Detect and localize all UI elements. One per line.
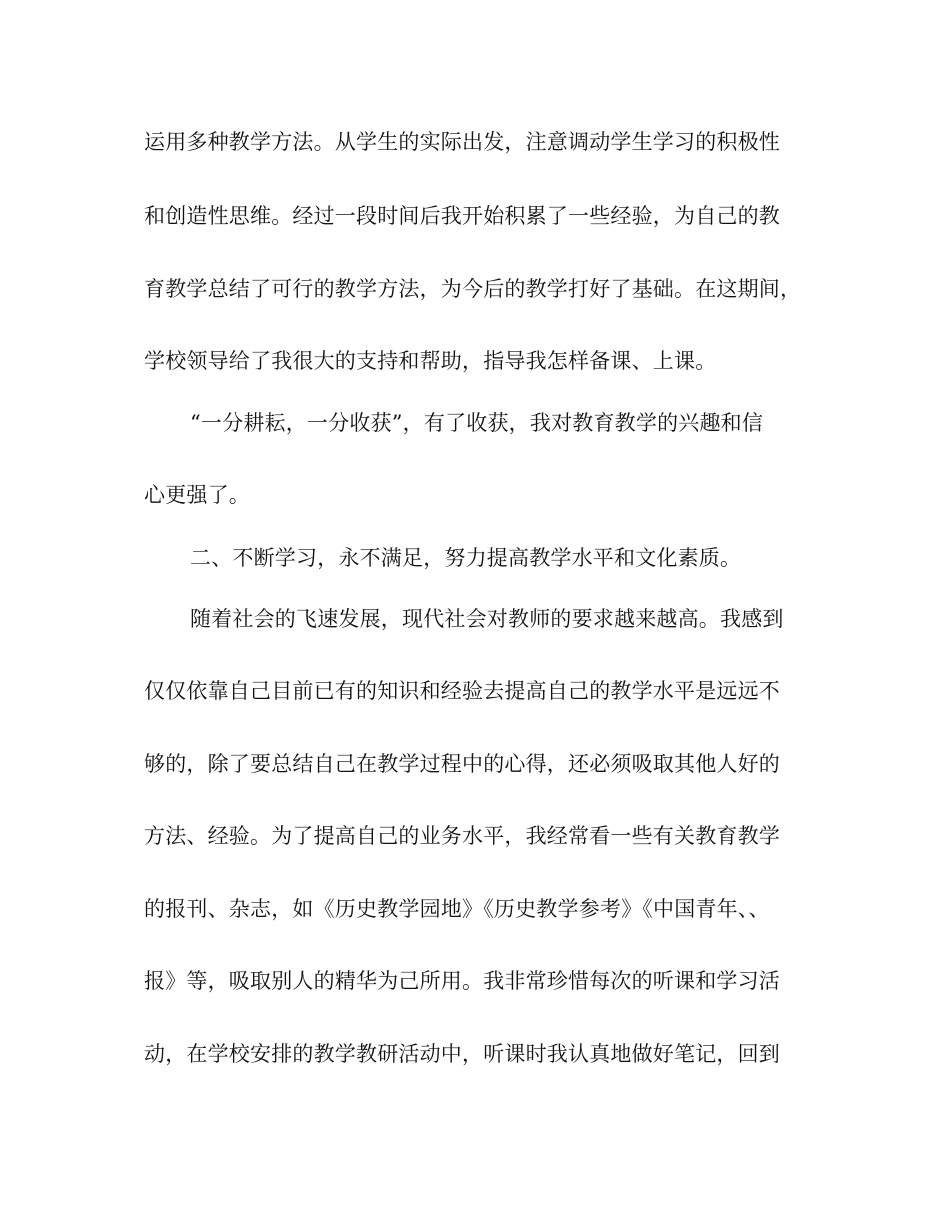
text-line: 动，在学校安排的教学教研活动中，听课时我认真地做好笔记，回到 bbox=[144, 1042, 780, 1066]
text-line: 够的，除了要总结自己在教学过程中的心得，还必须吸取其他人好的 bbox=[144, 752, 780, 776]
text-line: 和创造性思维。经过一段时间后我开始积累了一些经验，为自己的教 bbox=[144, 204, 780, 228]
text-line-paragraph-start: 随着社会的飞速发展，现代社会对教师的要求越来越高。我感到 bbox=[190, 607, 784, 631]
text-line: 方法、经验。为了提高自己的业务水平，我经常看一些有关教育教学 bbox=[144, 824, 780, 848]
text-line: 报》等，吸取别人的精华为己所用。我非常珍惜每次的听课和学习活 bbox=[144, 969, 780, 993]
text-line: 学校领导给了我很大的支持和帮助，指导我怎样备课、上课。 bbox=[144, 349, 717, 373]
text-line: 的报刊、杂志，如《历史教学园地》《历史教学参考》《中国青年、、 bbox=[144, 897, 770, 921]
text-line: 运用多种教学方法。从学生的实际出发，注意调动学生学习的积极性 bbox=[144, 130, 780, 154]
text-line-paragraph-start: “一分耕耘，一分收获”，有了收获，我对教育教学的兴趣和信 bbox=[190, 411, 764, 435]
section-heading: 二、不断学习，永不满足，努力提高教学水平和文化素质。 bbox=[190, 546, 742, 570]
text-line: 育教学总结了可行的教学方法，为今后的教学打好了基础。在这期间， bbox=[144, 277, 802, 301]
text-line: 仅仅依靠自己目前已有的知识和经验去提高自己的教学水平是远远不 bbox=[144, 679, 780, 703]
text-line: 心更强了。 bbox=[144, 483, 250, 507]
